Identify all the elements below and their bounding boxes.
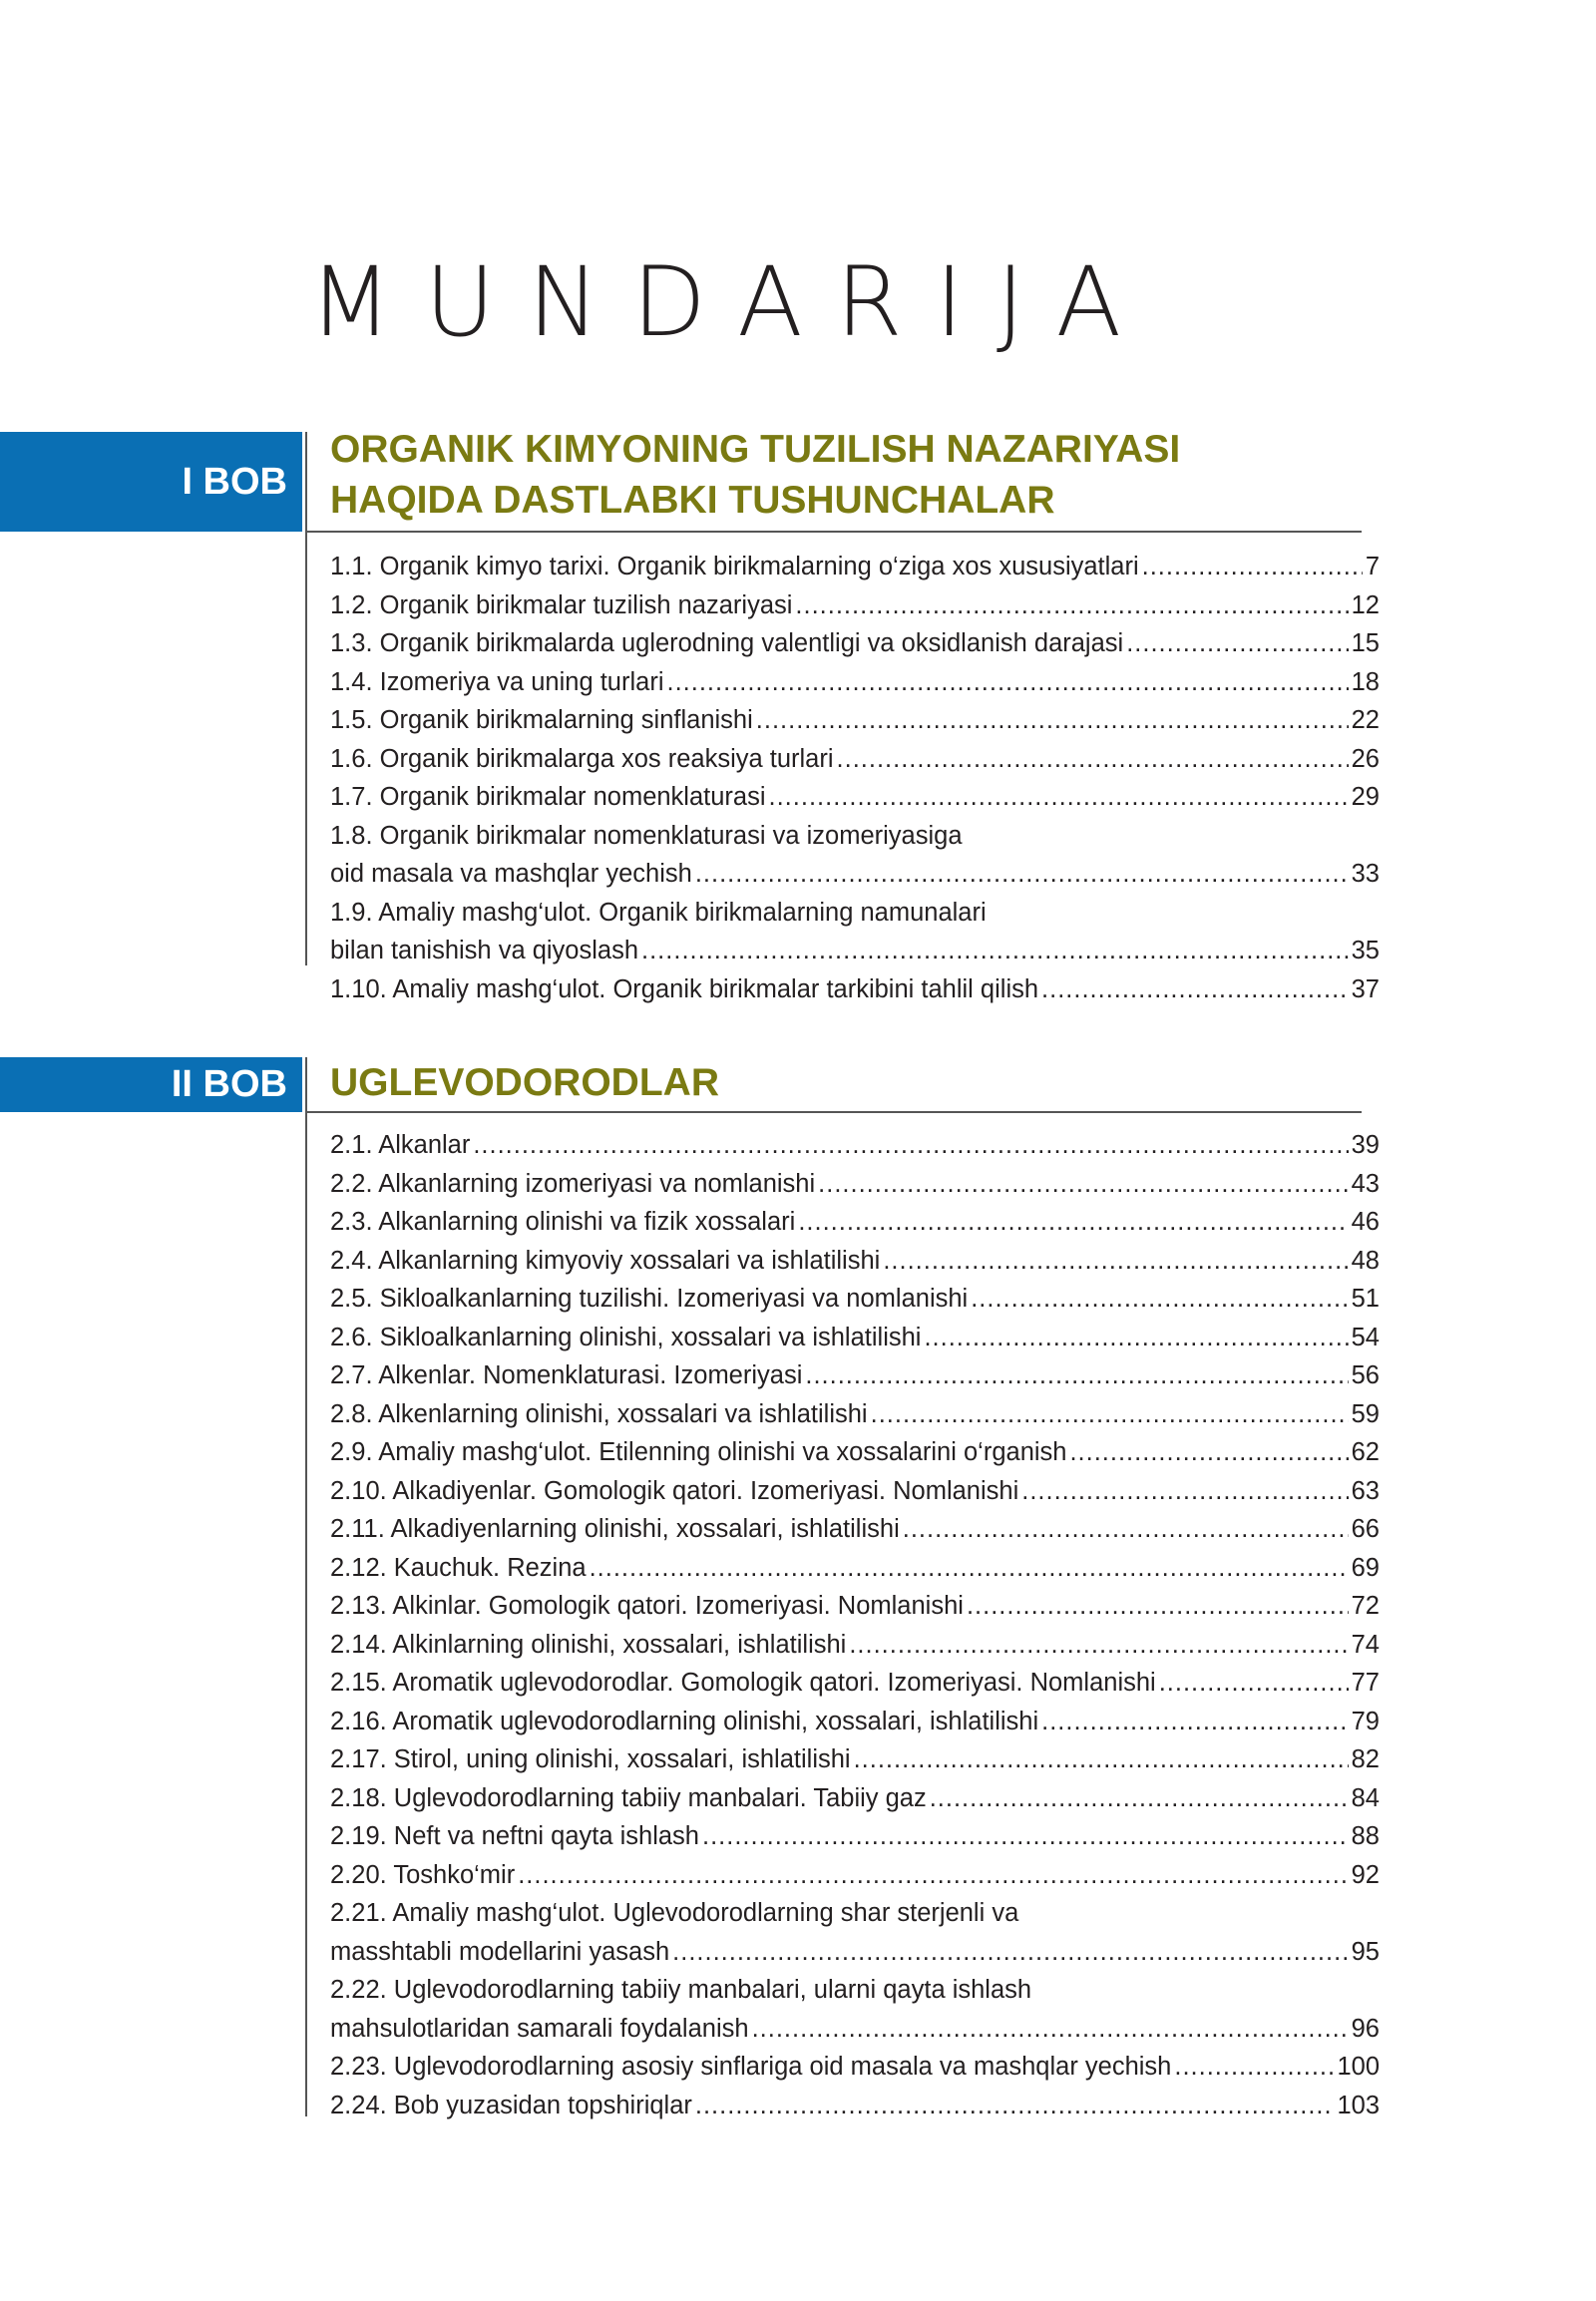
toc-entry-title: 2.8. Alkenlarning olinishi, xossalari va ishlatilishi [330,1399,868,1428]
chapter-1-title-line-1: ORGANIK KIMYONING TUZILISH NAZARIYASI [330,428,1181,471]
toc-entry[interactable] [330,740,1380,779]
toc-entry[interactable] [330,1356,1380,1395]
toc-dot-leader [695,855,1349,894]
toc-page-number: 92 [1351,1860,1380,1889]
toc-page-number: 59 [1351,1399,1380,1428]
toc-page-number: 12 [1351,590,1380,619]
toc-entry[interactable] [330,586,1380,625]
chapter-1-horizontal-rule [305,531,1362,533]
toc-page-number: 69 [1351,1553,1380,1582]
toc-entry-title: 2.10. Alkadiyenlar. Gomologik qatori. Izomeriyasi. Nomlanishi [330,1476,1019,1505]
toc-dot-leader [967,1587,1349,1626]
toc-entry-title: 1.4. Izomeriya va uning turlari [330,667,664,696]
toc-entry[interactable] [330,778,1380,817]
toc-entry-title: 2.5. Sikloalkanlarning tuzilishi. Izomeriyasi va nomlanishi [330,1285,969,1313]
toc-page-number: 103 [1337,2091,1380,2119]
toc-dot-leader [641,932,1349,970]
toc-entry-title: 2.18. Uglevodorodlarning tabiiy manbalari. Tabiiy gaz [330,1783,927,1812]
toc-entry-title: 1.10. Amaliy mashg‘ulot. Organik birikmalar tarkibini tahlil qilish [330,974,1039,1003]
toc-entry[interactable] [330,2048,1380,2087]
toc-entry-title: 2.11. Alkadiyenlarning olinishi, xossalari, ishlatilishi [330,1515,900,1543]
toc-dot-leader [769,778,1349,817]
toc-entry-title: 1.3. Organik birikmalarda uglerodning valentligi va oksidlanish darajasi [330,629,1124,657]
toc-entry[interactable] [330,1626,1380,1665]
toc-entry-title: 1.2. Organik birikmalar tuzilish nazariyasi [330,590,793,619]
toc-entry[interactable] [330,1203,1380,1242]
toc-entry[interactable] [330,2010,1380,2049]
toc-entry[interactable] [330,1856,1380,1895]
toc-dot-leader [1041,970,1349,1009]
toc-dot-leader [971,1280,1348,1319]
toc-entry[interactable] [330,1472,1380,1511]
toc-entry-title: 2.6. Sikloalkanlarning olinishi, xossalari va ishlatilishi [330,1323,922,1351]
toc-dot-leader [930,1779,1349,1818]
toc-entry[interactable] [330,548,1380,586]
toc-page-number: 88 [1351,1822,1380,1850]
toc-page-number: 39 [1351,1131,1380,1159]
toc-page-number: 63 [1351,1476,1380,1505]
toc-entry[interactable] [330,1433,1380,1472]
chapter-2-label: II BOB [0,1057,302,1112]
toc-entry-title: 2.7. Alkenlar. Nomenklaturasi. Izomeriyasi [330,1361,803,1389]
toc-page-number: 54 [1351,1323,1380,1351]
toc-page-number: 7 [1365,553,1380,580]
toc-entry-title: 2.12. Kauchuk. Rezina [330,1553,587,1582]
chapter-2-horizontal-rule [305,1111,1362,1113]
toc-page-number: 96 [1351,2014,1380,2043]
toc-entry[interactable] [330,1126,1380,1165]
toc-entry[interactable] [330,2087,1380,2125]
toc-entry[interactable] [330,1395,1380,1434]
toc-page-number: 79 [1351,1707,1380,1735]
toc-entry-title: 2.24. Bob yuzasidan topshiriqlar [330,2091,692,2119]
chapter-1-vertical-rule [305,432,307,965]
toc-entry[interactable] [330,1664,1380,1703]
toc-entry-title: 2.3. Alkanlarning olinishi va fizik xossalari [330,1208,796,1236]
toc-entry-title: bilan tanishish va qiyoslash [330,937,639,964]
chapter-1-title [330,424,1180,526]
toc-dot-leader [1126,624,1348,663]
toc-page-number: 15 [1351,629,1380,657]
toc-entry[interactable] [330,855,1380,894]
toc-entry[interactable] [330,1703,1380,1741]
toc-page-number: 46 [1351,1208,1380,1236]
toc-page-number: 18 [1351,667,1380,696]
toc-entry-title: mahsulotlaridan samarali foydalanish [330,2014,749,2043]
toc-entry[interactable] [330,1740,1380,1779]
toc-entry-title: 2.20. Toshko‘mir [330,1860,516,1889]
toc-entry-title: 2.16. Aromatik uglevodorodlarning olinishi, xossalari, ishlatilishi [330,1707,1039,1735]
toc-dot-leader [752,2010,1349,2049]
toc-entry[interactable] [330,1319,1380,1357]
toc-dot-leader [849,1626,1348,1665]
toc-entry[interactable] [330,1280,1380,1319]
toc-dot-leader [667,663,1349,702]
toc-entry-title: masshtabli modellarini yasash [330,1937,670,1966]
toc-entry[interactable] [330,1165,1380,1204]
toc-page-number: 82 [1351,1745,1380,1773]
toc-page-number: 100 [1337,2053,1380,2081]
toc-dot-leader [818,1165,1348,1204]
toc-dot-leader [702,1817,1349,1856]
toc-entry-title: 2.9. Amaliy mashg‘ulot. Etilenning olinishi va xossalarini o‘rganish [330,1438,1067,1466]
chapter-2-toc-list [330,1126,1380,2124]
toc-dot-leader [590,1549,1349,1588]
chapter-2-title-line-1: UGLEVODORODLAR [330,1061,719,1104]
toc-entry-title: 2.17. Stirol, uning olinishi, xossalari, ishlatilishi [330,1745,851,1773]
chapter-1-title-line-2: HAQIDA DASTLABKI TUSHUNCHALAR [330,479,1055,522]
toc-dot-leader [1069,1433,1348,1472]
toc-entry-title: 1.6. Organik birikmalarga xos reaksiya turlari [330,744,834,773]
toc-page-number: 84 [1351,1783,1380,1812]
toc-dot-leader [798,1203,1348,1242]
toc-dot-leader [695,2087,1335,2125]
toc-entry[interactable] [330,970,1380,1009]
toc-dot-leader [518,1856,1348,1895]
toc-dot-leader [756,701,1349,740]
toc-page-number: 74 [1351,1630,1380,1659]
toc-dot-leader [805,1356,1348,1395]
toc-dot-leader [1041,1703,1349,1741]
toc-entry-title: 2.2. Alkanlarning izomeriyasi va nomlanishi [330,1169,816,1198]
toc-page-number: 35 [1351,937,1380,964]
toc-entry-title: 2.23. Uglevodorodlarning asosiy sinflariga oid masala va mashqlar yechish [330,2053,1172,2081]
toc-dot-leader [1159,1664,1349,1703]
toc-dot-leader [871,1395,1349,1434]
toc-entry-title: 2.14. Alkinlarning olinishi, xossalari, ishlatilishi [330,1630,847,1659]
toc-entry[interactable] [330,701,1380,740]
toc-dot-leader [1021,1472,1348,1511]
toc-entry[interactable] [330,1779,1380,1818]
toc-page-number: 26 [1351,744,1380,773]
toc-entry-first-line: 1.9. Amaliy mashg‘ulot. Organik birikmalarning namunalari [330,898,987,927]
toc-dot-leader [672,1933,1348,1972]
toc-dot-leader [473,1126,1348,1165]
toc-dot-leader [795,586,1348,625]
toc-entry-title: 2.4. Alkanlarning kimyoviy xossalari va ishlatilishi [330,1246,881,1275]
chapter-2-title [330,1057,719,1108]
toc-entry-title: 2.19. Neft va neftni qayta ishlash [330,1822,699,1850]
toc-page-number: 62 [1351,1438,1380,1466]
toc-entry[interactable] [330,663,1380,702]
toc-entry[interactable] [330,1817,1380,1856]
toc-dot-leader [883,1242,1348,1281]
toc-dot-leader [837,740,1349,779]
toc-page-number: 33 [1351,860,1380,888]
toc-dot-leader [903,1510,1349,1549]
toc-entry[interactable] [330,624,1380,663]
toc-entry[interactable] [330,1549,1380,1588]
toc-entry-title: 2.13. Alkinlar. Gomologik qatori. Izomeriyasi. Nomlanishi [330,1592,964,1620]
toc-page-number: 77 [1351,1669,1380,1697]
toc-page-number: 48 [1351,1246,1380,1275]
toc-entry-first-line: 2.22. Uglevodorodlarning tabiiy manbalari, ularni qayta ishlash [330,1976,1032,2004]
toc-dot-leader [924,1319,1348,1357]
toc-dot-leader [1142,548,1363,586]
toc-entry-title: 2.1. Alkanlar [330,1131,471,1159]
toc-page-number: 66 [1351,1515,1380,1543]
toc-entry-title: 1.5. Organik birikmalarning sinflanishi [330,706,753,734]
toc-entry-title: 2.15. Aromatik uglevodorodlar. Gomologik qatori. Izomeriyasi. Nomlanishi [330,1669,1156,1697]
chapter-2-vertical-rule [305,1057,307,2116]
toc-entry[interactable] [330,1510,1380,1549]
toc-page-number: 51 [1351,1285,1380,1313]
toc-entry[interactable] [330,1933,1380,1972]
toc-page-number: 22 [1351,706,1380,734]
toc-page-number: 29 [1351,783,1380,811]
toc-entry-title: 1.7. Organik birikmalar nomenklaturasi [330,783,766,811]
toc-page-number: 72 [1351,1592,1380,1620]
toc-page-number: 37 [1351,974,1380,1003]
toc-entry-title: 1.1. Organik kimyo tarixi. Organik birikmalarning o‘ziga xos xususiyatlari [330,553,1139,580]
toc-entry[interactable] [330,932,1380,970]
toc-page-number: 56 [1351,1361,1380,1389]
toc-page-number: 43 [1351,1169,1380,1198]
page-title: MUNDARIJA [309,246,1155,358]
toc-dot-leader [854,1740,1349,1779]
toc-entry-first-line: 1.8. Organik birikmalar nomenklaturasi va izomeriyasiga [330,821,963,850]
toc-page-number: 95 [1351,1937,1380,1966]
toc-entry[interactable] [330,1242,1380,1281]
toc-entry[interactable] [330,1587,1380,1626]
toc-entry-title: oid masala va mashqlar yechish [330,860,692,888]
toc-entry-first-line: 2.21. Amaliy mashg‘ulot. Uglevodorodlarning shar sterjenli va [330,1899,1019,1927]
toc-dot-leader [1174,2048,1334,2087]
chapter-1-label: I BOB [0,432,302,532]
chapter-1-toc-list [330,548,1380,1008]
